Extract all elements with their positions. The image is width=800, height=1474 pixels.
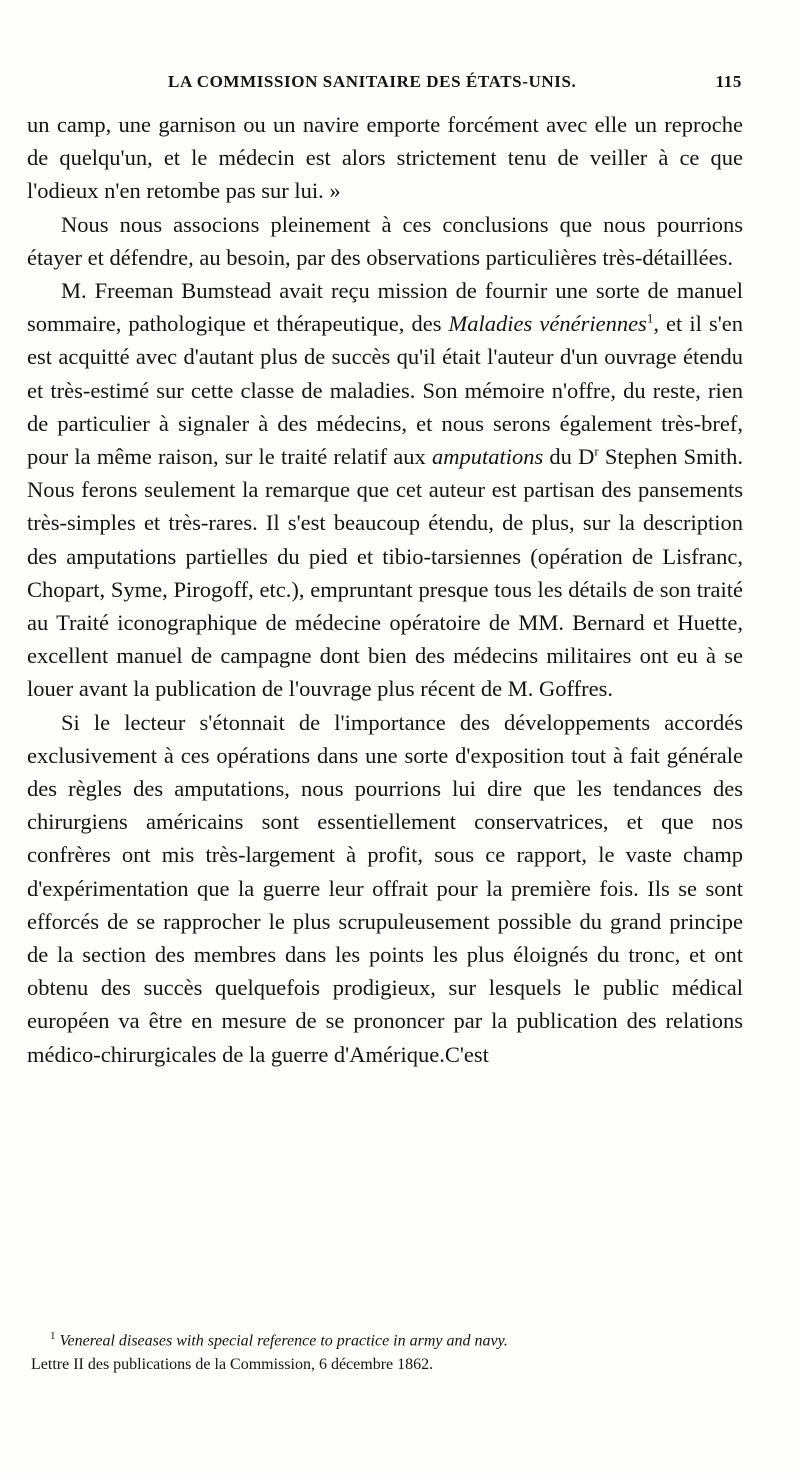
page-header [168,68,742,96]
body-text [27,108,743,1071]
footnote-marker: 1 [50,1330,56,1342]
paragraph-2: Nous nous associons pleinement à ces conclusions que nous pourrions étayer et défendre, au besoin, par des observations particulières très-détaillées. [27,211,743,270]
paragraph-3-part-c: du D [543,444,595,470]
paragraph-4: Si le lecteur s'étonnait de l'importance des développements accordés exclusivement à ces opérations dans une sorte d'exposition tout à fait générale des règles des amputations, nous pourrions lui dire que les tendances des chirurgiens américains sont essentiellement conservatrices, et que nos confrères ont mis très-largement à profit, sous ce rapport, le vaste champ d'expérimentation que la guerre leur offrait pour la première fois. Ils se sont efforcés de se rapprocher le plus scrupuleusement possible du grand principe de la section des membres dans les points les plus éloignés du tronc, et ont obtenu des succès quelquefois prodigieux, sur lesquels le public médical européen va être en mesure de se prononcer par la publication des relations médico-chirurgicales de la guerre d'Amérique.C'est [27,709,743,1067]
doctor-abbreviation-superscript: r [594,443,599,459]
paragraph-1: un camp, une garnison ou un navire emporte forcément avec elle un reproche de quelqu'un, et le médecin est alors strictement tenu de veiller à ce que l'odieux n'en retombe pas sur lui. » [27,112,743,204]
page-number: 115 [715,72,742,91]
italic-amputations: amputations [431,444,544,470]
running-head: LA COMMISSION SANITAIRE DES ÉTATS-UNIS. [168,72,577,91]
footnote-line-1 [50,1324,740,1353]
paragraph-3-part-b: , et il s'en est acquitté avec d'autant plus de succès qu'il était l'auteur d'un ouvrage étendu et très-estimé sur cette classe de maladies. Son mémoire n'offre, du reste, rien de particulier à signaler à des médecins, et nous serons également très-bref, pour la même raison, sur le traité relatif aux [27,311,743,470]
paragraph-3-part-d: Stephen Smith. Nous ferons seulement la remarque que cet auteur est partisan des pansements très-simples et très-rares. Il s'est beaucoup étendu, de plus, sur la description des amputations partielles du pied et tibio-tarsiennes (opération de Lisfranc, Chopart, Syme, Pirogoff, etc.), empruntant presque tous les détails de son traité au Traité iconographique de médecine opératoire de MM. Bernard et Huette, excellent manuel de campagne dont bien des médecins militaires ont eu à se louer avant la publication de l'ouvrage plus récent de M. Goffres. [27,444,743,702]
footnotes [31,1324,740,1377]
italic-maladies-veneriennes: Maladies vénériennes [448,311,647,337]
paragraph-3 [27,274,743,706]
footnote-line-2: Lettre II des publications de la Commission, 6 décembre 1862. [31,1356,434,1374]
footnote-reference: 1 [646,310,654,326]
paragraph-3-part-a: M. Freeman Bumstead avait reçu mission de fournir une sorte de manuel sommaire, pathologique et thérapeutique, des [27,278,743,337]
footnote-title: Venereal diseases with special reference to practice in army and navy. [59,1332,508,1350]
